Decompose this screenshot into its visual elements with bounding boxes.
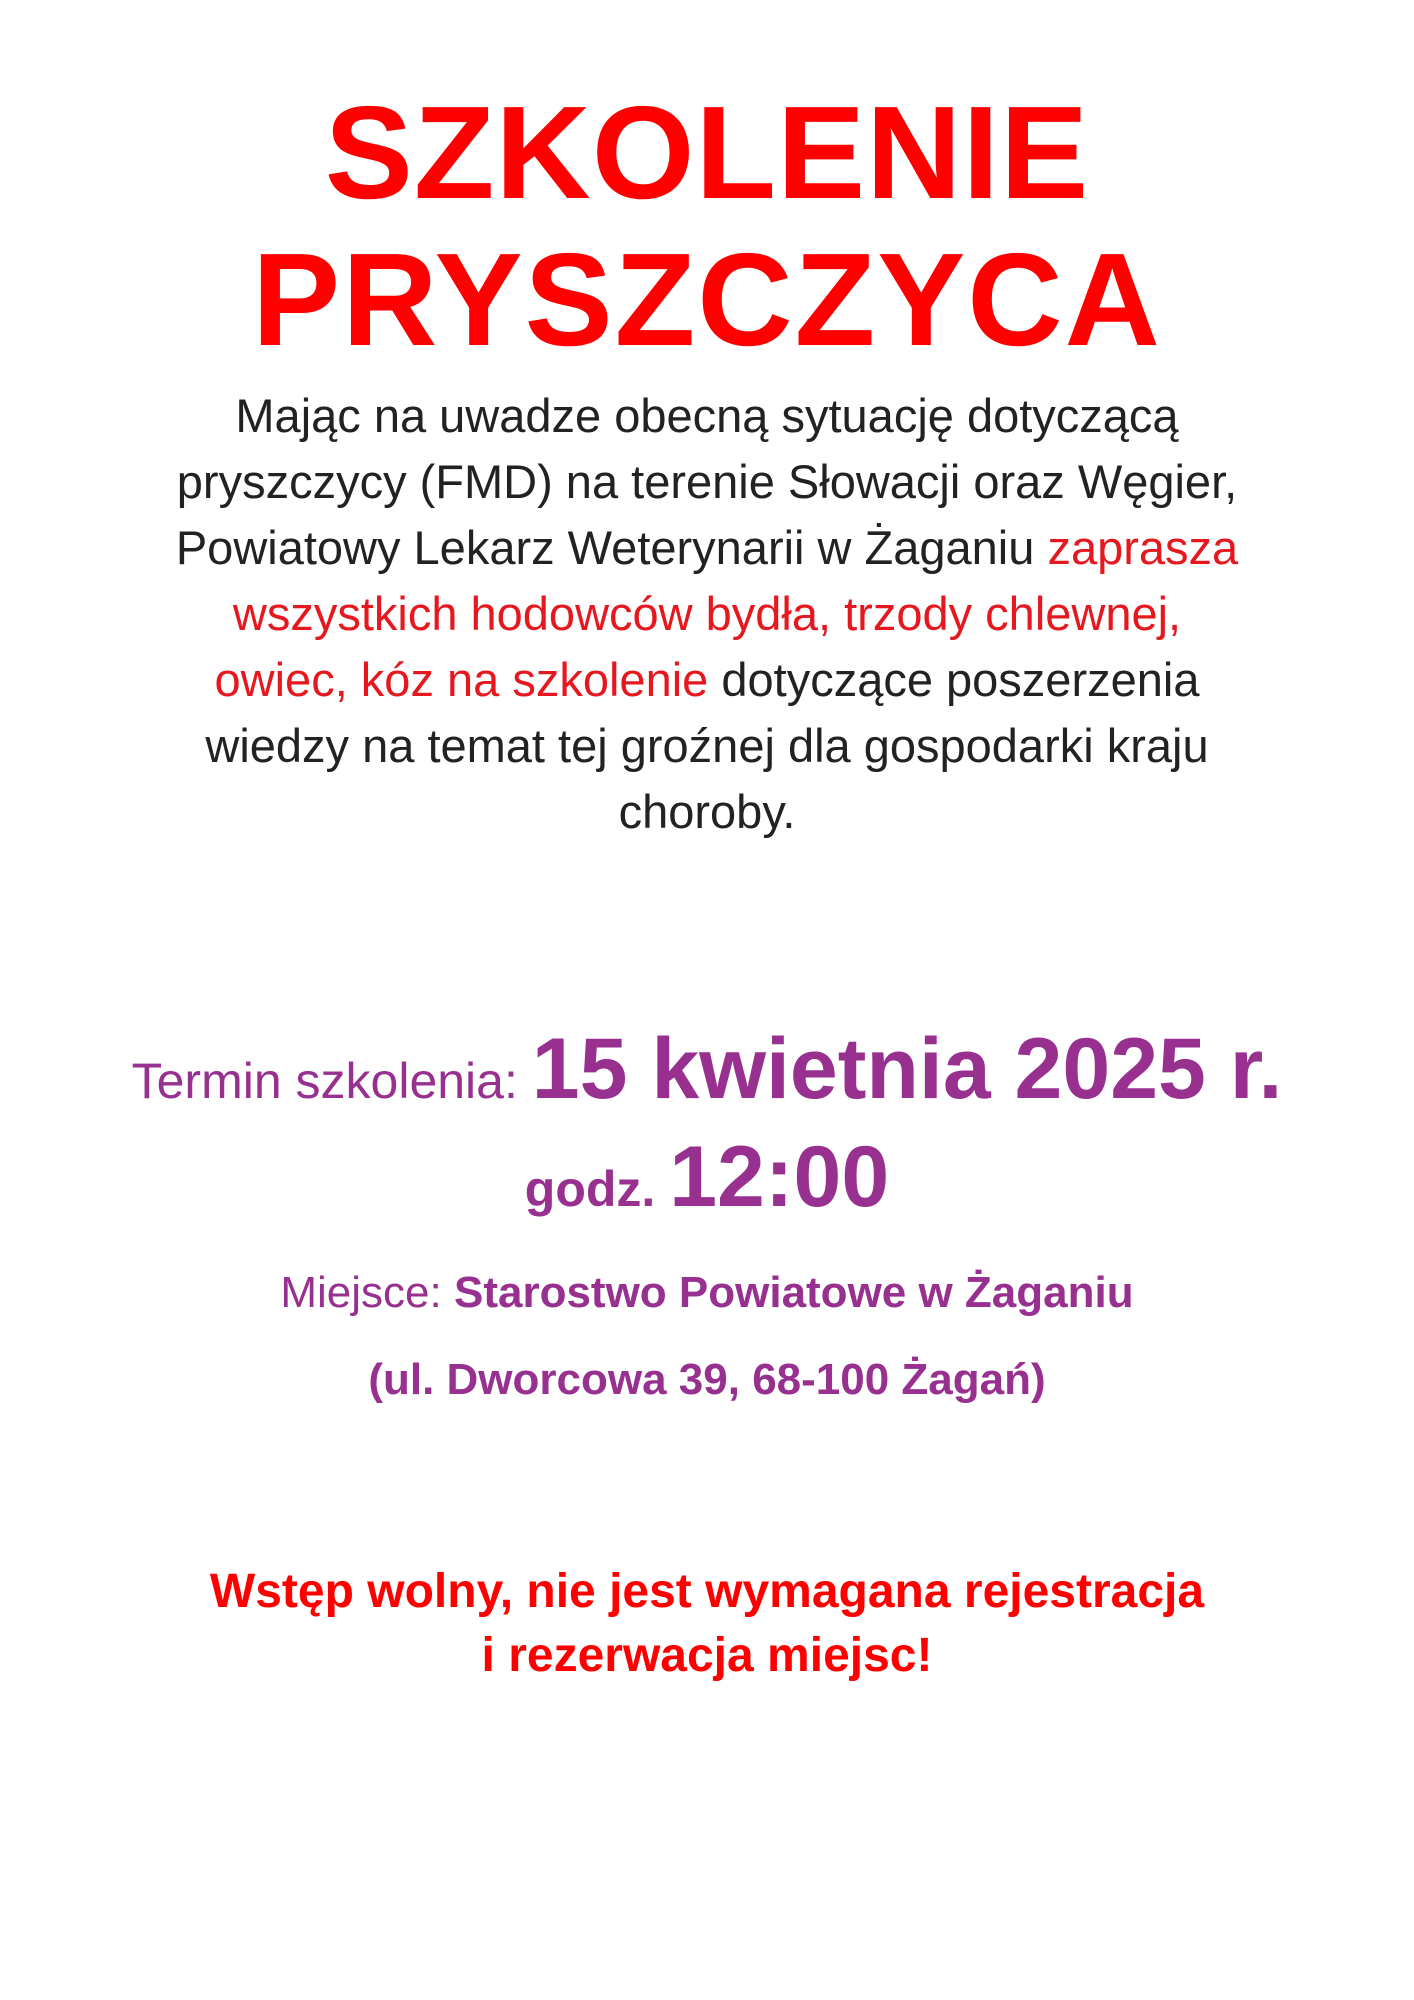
place-label: Miejsce: bbox=[280, 1268, 454, 1317]
time-label: godz. bbox=[524, 1161, 670, 1217]
free-entry-notice bbox=[0, 1560, 1414, 1688]
notice-line-2: i rezerwacja miejsc! bbox=[481, 1629, 933, 1682]
training-place bbox=[0, 1268, 1414, 1318]
intro-line: wiedzy na temat tej groźnej dla gospodarki kraju bbox=[205, 719, 1209, 772]
intro-highlight: zaprasza bbox=[1047, 521, 1239, 574]
intro-line bbox=[80, 647, 1334, 713]
training-date bbox=[0, 1020, 1414, 1119]
intro-text: dotyczące poszerzenia bbox=[708, 653, 1200, 706]
intro-highlight: owiec, kóz na szkolenie bbox=[214, 653, 709, 706]
date-label: Termin szkolenia: bbox=[131, 1053, 532, 1109]
intro-paragraph bbox=[80, 383, 1334, 845]
place-name: Starostwo Powiatowe w Żaganiu bbox=[453, 1268, 1134, 1317]
intro-line: choroby. bbox=[618, 785, 796, 838]
title-line-1: SZKOLENIE bbox=[324, 79, 1090, 226]
date-value: 15 kwietnia 2025 r. bbox=[531, 1021, 1283, 1117]
intro-text: Powiatowy Lekarz Weterynarii w Żaganiu bbox=[175, 521, 1048, 574]
intro-line bbox=[80, 515, 1334, 581]
training-time bbox=[0, 1128, 1414, 1227]
intro-line: Mając na uwadze obecną sytuację dotyczącą bbox=[235, 389, 1179, 442]
intro-line: pryszczycy (FMD) na terenie Słowacji oraz Węgier, bbox=[176, 455, 1238, 508]
intro-highlight-line: wszystkich hodowców bydła, trzody chlewnej, bbox=[232, 587, 1182, 640]
notice-line-1: Wstęp wolny, nie jest wymagana rejestracja bbox=[209, 1565, 1205, 1618]
place-address: (ul. Dworcowa 39, 68-100 Żagań) bbox=[368, 1355, 1046, 1404]
title-line-2: PRYSZCZYCA bbox=[252, 226, 1162, 373]
time-value: 12:00 bbox=[669, 1129, 890, 1225]
